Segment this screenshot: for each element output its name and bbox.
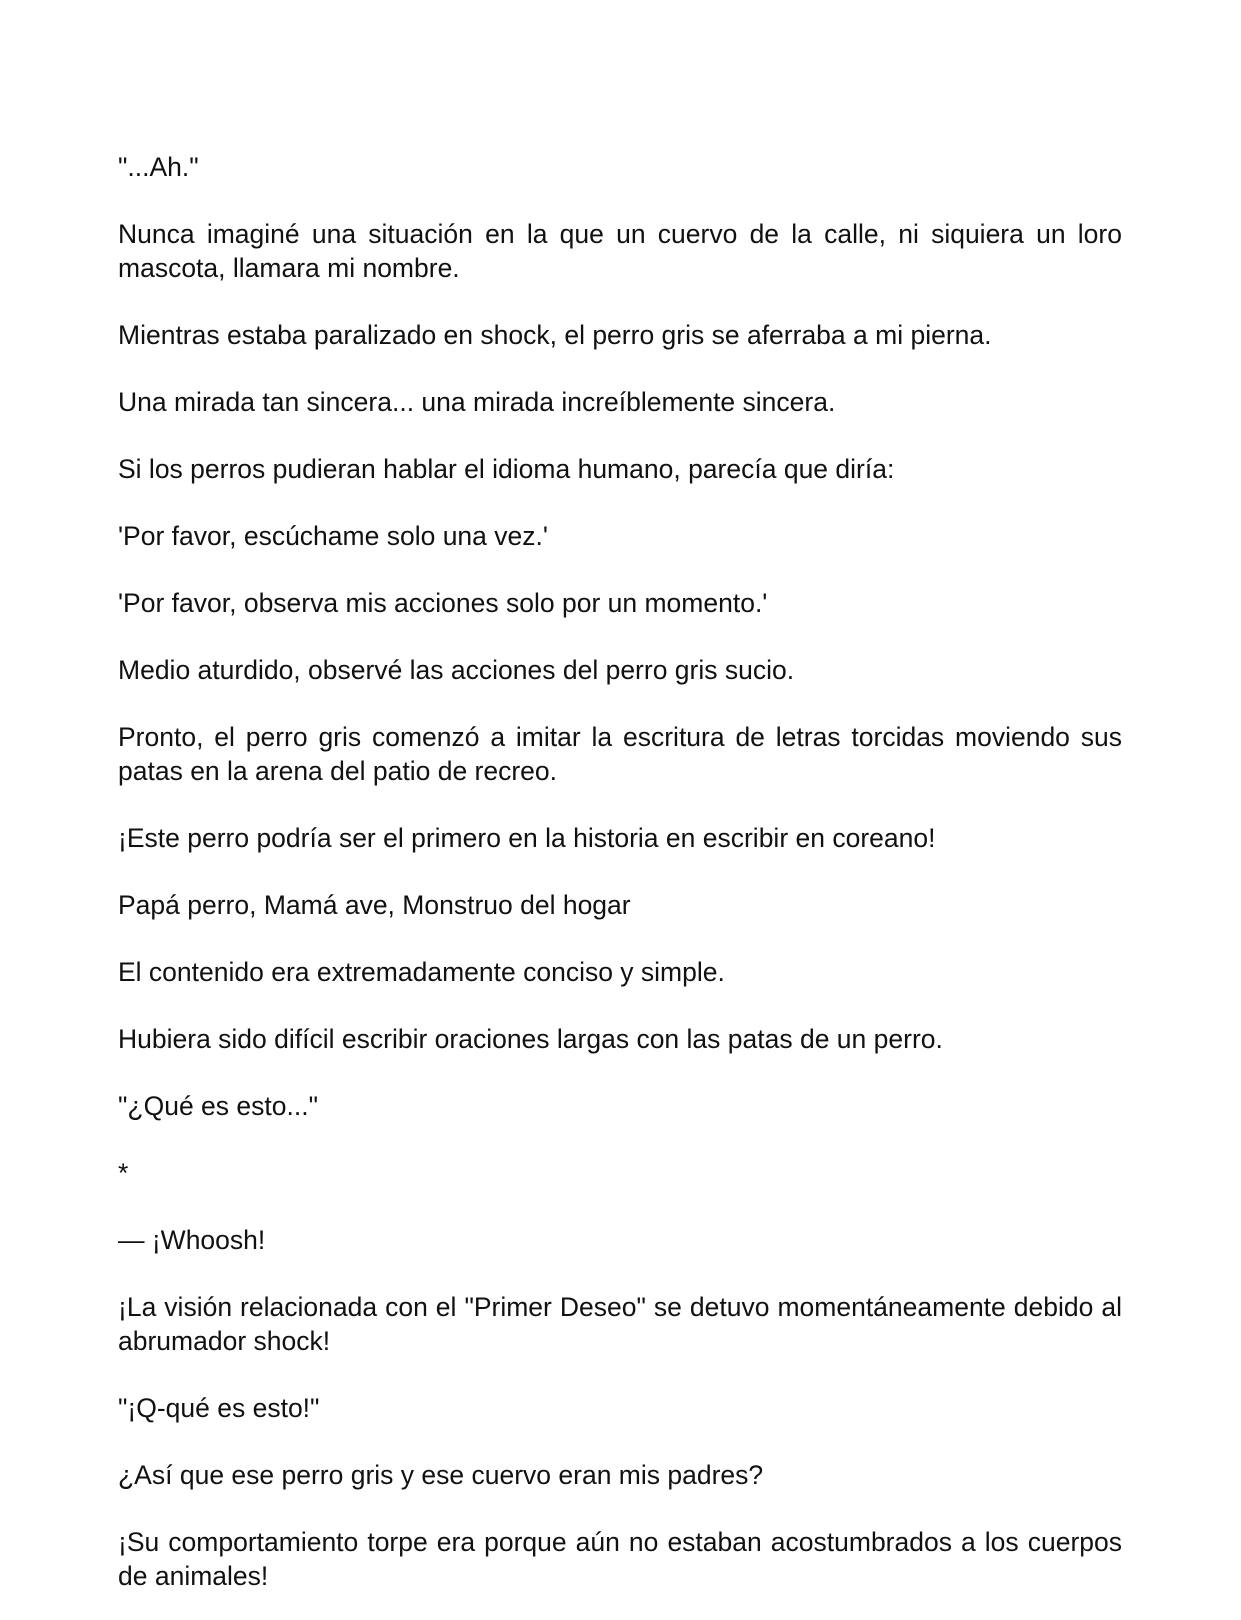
paragraph: Si los perros pudieran hablar el idioma humano, parecía que diría: (118, 454, 895, 484)
paragraph: ¿Así que ese perro gris y ese cuervo eran mis padres? (118, 1460, 764, 1490)
paragraph: 'Por favor, observa mis acciones solo por un momento.' (118, 588, 768, 618)
paragraph: — ¡Whoosh! (118, 1225, 266, 1255)
paragraph: Mientras estaba paralizado en shock, el perro gris se aferraba a mi pierna. (118, 320, 992, 350)
paragraph: Medio aturdido, observé las acciones del perro gris sucio. (118, 655, 795, 685)
paragraph: ¡Este perro podría ser el primero en la historia en escribir en coreano! (118, 823, 936, 853)
paragraph: Papá perro, Mamá ave, Monstruo del hogar (118, 890, 631, 920)
paragraph: 'Por favor, escúchame solo una vez.' (118, 521, 548, 551)
paragraph: Hubiera sido difícil escribir oraciones largas con las patas de un perro. (118, 1024, 943, 1054)
paragraph: "...Ah." (118, 152, 199, 182)
paragraph: Una mirada tan sincera... una mirada increíblemente sincera. (118, 387, 836, 417)
paragraph: "¿Qué es esto..." (118, 1091, 318, 1121)
paragraph: ¡La visión relacionada con el "Primer Deseo" se detuvo momentáneamente debido al abrumador shock! (118, 1292, 1122, 1356)
paragraph: "¡Q-qué es esto!" (118, 1393, 320, 1423)
paragraph: ¡Su comportamiento torpe era porque aún no estaban acostumbrados a los cuerpos de animales! (118, 1527, 1122, 1591)
paragraph: El contenido era extremadamente conciso y simple. (118, 957, 725, 987)
paragraph: Pronto, el perro gris comenzó a imitar la escritura de letras torcidas moviendo sus patas en la arena del patio de recreo. (118, 722, 1122, 786)
scene-break: * (118, 1158, 129, 1188)
paragraph: Nunca imaginé una situación en la que un cuervo de la calle, ni siquiera un loro mascota, llamara mi nombre. (118, 219, 1122, 283)
body-text (118, 150, 1122, 1593)
